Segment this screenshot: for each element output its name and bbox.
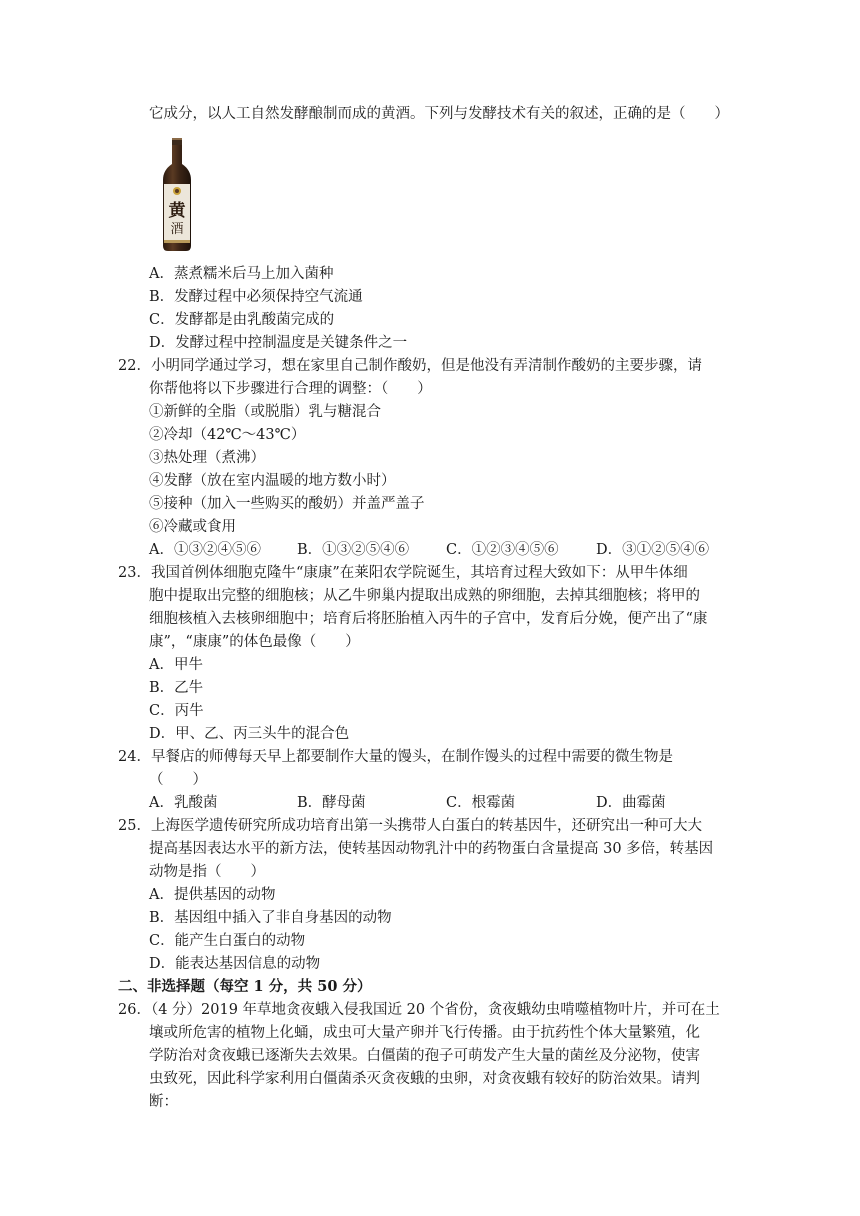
q23-option-a: A．甲牛	[149, 657, 203, 673]
q24-stem-line-2: （ ）	[149, 772, 207, 788]
yellow-wine-bottle-image	[157, 138, 197, 252]
q22-step-6: ⑥冷藏或食用	[149, 519, 236, 535]
q22-step-1: ①新鲜的全脂（或脱脂）乳与糖混合	[149, 404, 381, 420]
q25-option-c: C．能产生白蛋白的动物	[149, 933, 306, 949]
q22-stem-line-1: 22．小明同学通过学习，想在家里自己制作酸奶，但是他没有弄清制作酸奶的主要步骤，请	[118, 358, 702, 374]
q22-option-b: B．①③②⑤④⑥	[297, 542, 410, 558]
q24-option-c: C．根霉菌	[446, 795, 516, 811]
q22-step-3: ③热处理（煮沸）	[149, 450, 265, 466]
q26-stem-line-4: 虫致死，因此科学家利用白僵菌杀灭贪夜蛾的虫卵，对贪夜蛾有较好的防治效果。请判	[149, 1071, 700, 1087]
q23-option-c: C．丙牛	[149, 703, 204, 719]
q23-option-b: B．乙牛	[149, 680, 204, 696]
q25-stem-line-3: 动物是指（ ）	[149, 864, 265, 880]
q25-stem-line-2: 提高基因表达水平的新方法，使转基因动物乳汁中的药物蛋白含量提高 30 多倍，转基因	[149, 841, 714, 857]
q21-stem: 它成分，以人工自然发酵酿制而成的黄酒。下列与发酵技术有关的叙述，正确的是（ ）	[149, 106, 729, 122]
q21-option-d: D．发酵过程中控制温度是关键条件之一	[149, 335, 408, 351]
q26-stem-line-3: 学防治对贪夜蛾已逐渐失去效果。白僵菌的孢子可萌发产生大量的菌丝及分泌物，使害	[149, 1048, 700, 1064]
q25-option-b: B．基因组中插入了非自身基因的动物	[149, 910, 392, 926]
q24-stem-line-1: 24．早餐店的师傅每天早上都要制作大量的馒头，在制作馒头的过程中需要的微生物是	[118, 749, 673, 765]
section-heading: 二、非选择题（每空 1 分，共 50 分）	[118, 978, 372, 995]
svg-text:黄: 黄	[168, 201, 186, 221]
q25-stem-line-1: 25．上海医学遗传研究所成功培育出第一头携带人白蛋白的转基因牛，还研究出一种可大大	[118, 818, 702, 834]
q21-option-a: A．蒸煮糯米后马上加入菌种	[149, 266, 334, 282]
q26-stem-line-5: 断：	[149, 1094, 178, 1110]
q23-option-d: D．甲、乙、丙三头牛的混合色	[149, 726, 350, 742]
q24-option-d: D．曲霉菌	[596, 795, 666, 811]
q22-step-2: ②冷却（42℃～43℃）	[149, 427, 306, 443]
q26-stem-line-2: 壤或所危害的植物上化蛹，成虫可大量产卵并飞行传播。由于抗药性个体大量繁殖，化	[149, 1025, 700, 1041]
q22-step-5: ⑤接种（加入一些购买的酸奶）并盖严盖子	[149, 496, 425, 512]
q22-option-c: C．①②③④⑤⑥	[446, 542, 559, 558]
q22-step-4: ④发酵（放在室内温暖的地方数小时）	[149, 473, 396, 489]
q21-option-c: C．发酵都是由乳酸菌完成的	[149, 312, 335, 328]
q24-option-a: A．乳酸菌	[149, 795, 218, 811]
q21-option-b: B．发酵过程中必须保持空气流通	[149, 289, 363, 305]
q23-stem-line-3: 细胞核植入去核卵细胞中；培育后将胚胎植入丙牛的子宫中，发育后分娩，便产出了“康	[149, 611, 708, 627]
q23-stem-line-2: 胞中提取出完整的细胞核；从乙牛卵巢内提取出成熟的卵细胞，去掉其细胞核；将甲的	[149, 588, 700, 604]
q22-stem-line-2: 你帮他将以下步骤进行合理的调整：（ ）	[149, 381, 432, 397]
q23-stem-line-1: 23．我国首例体细胞克隆牛“康康”在莱阳农学院诞生，其培育过程大致如下：从甲牛体细	[118, 565, 688, 581]
q25-option-a: A．提供基因的动物	[149, 887, 276, 903]
q23-stem-line-4: 康”，“康康”的体色最像（ ）	[149, 634, 360, 650]
q26-stem-line-1: 26．（4 分）2019 年草地贪夜蛾入侵我国近 20 个省份，贪夜蛾幼虫啃噬植物叶片，并可在土	[118, 1002, 720, 1018]
svg-text:酒: 酒	[170, 222, 184, 237]
q22-option-a: A．①③②④⑤⑥	[149, 542, 261, 558]
q24-option-b: B．酵母菌	[297, 795, 366, 811]
q25-option-d: D．能表达基因信息的动物	[149, 956, 321, 972]
q22-option-d: D．③①②⑤④⑥	[596, 542, 710, 558]
